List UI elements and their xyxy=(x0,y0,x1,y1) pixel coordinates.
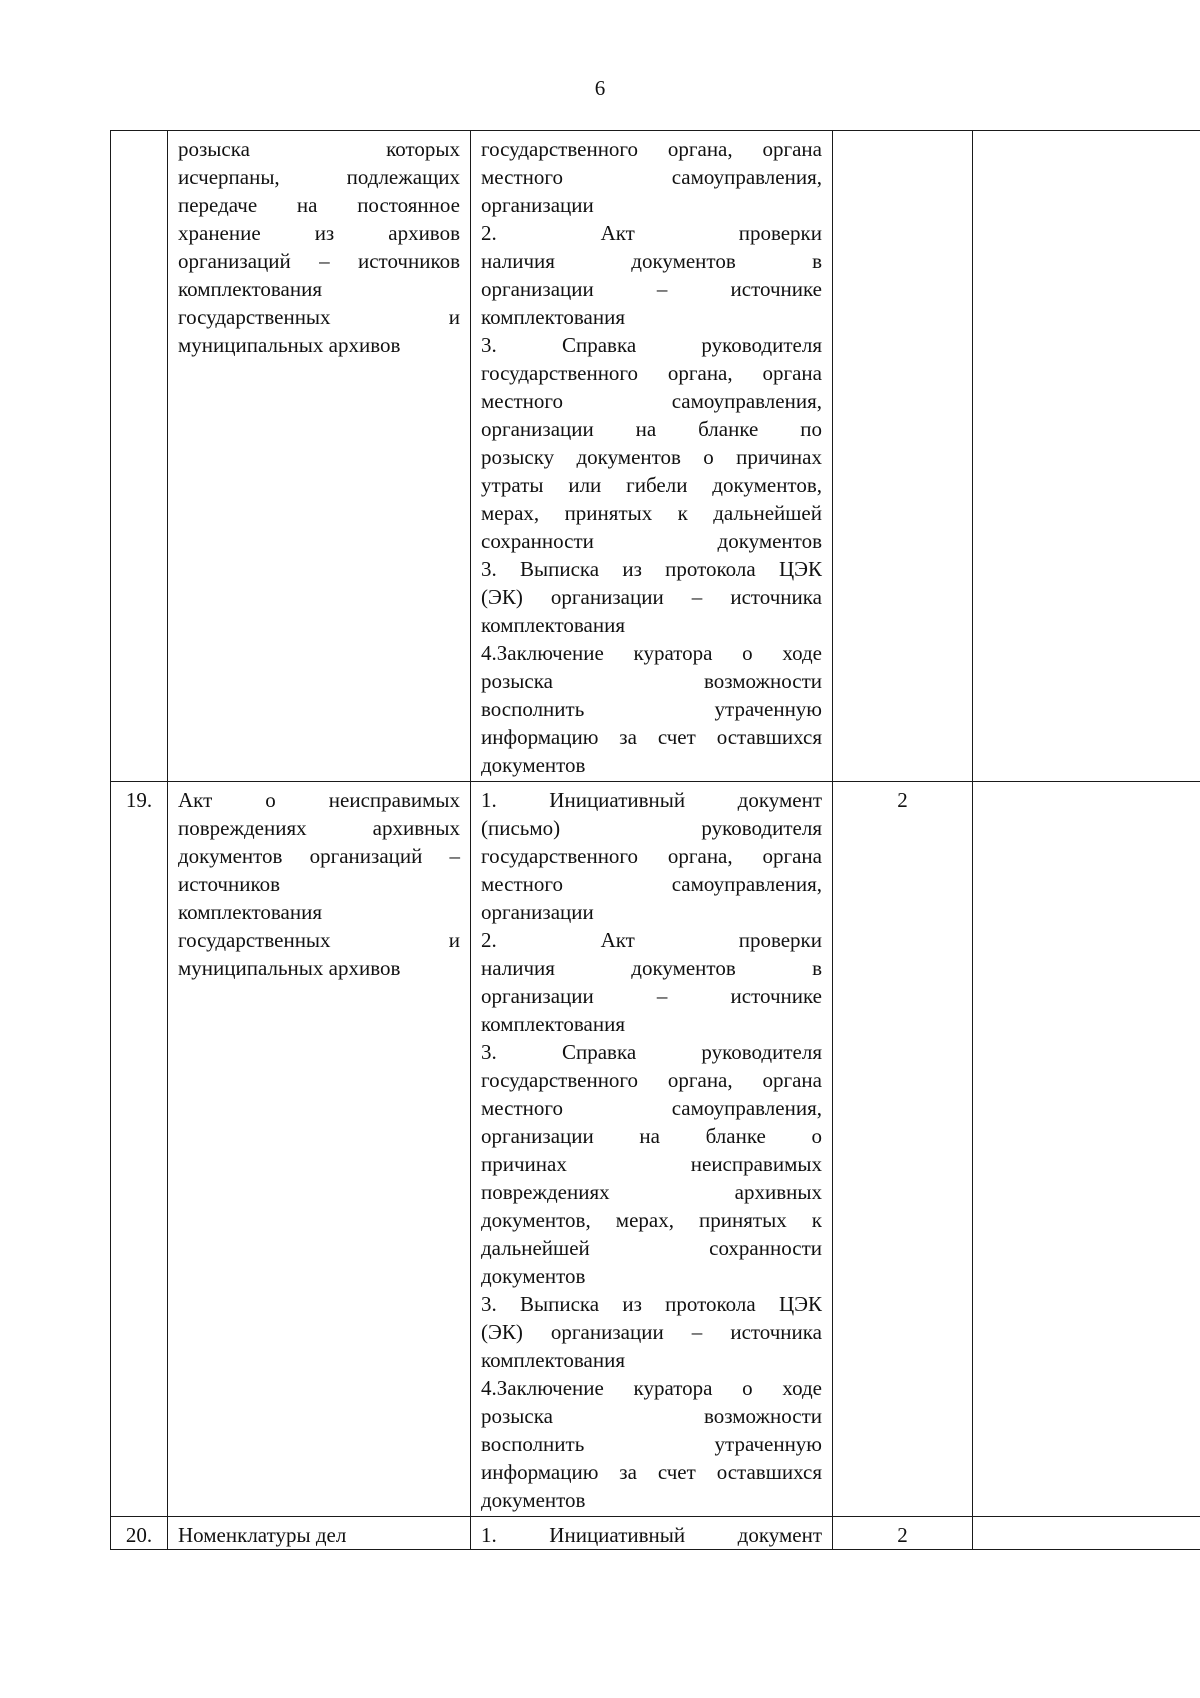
document-name-cell xyxy=(168,131,471,782)
note-cell xyxy=(973,131,1200,782)
required-documents-line: организации xyxy=(481,193,594,217)
required-documents-line: 1. Инициативный документ xyxy=(481,788,822,812)
document-name-line: муниципальных архивов xyxy=(178,956,401,980)
row-number-cell xyxy=(111,131,168,782)
document-name-line: государственных и xyxy=(178,305,460,329)
row-number-cell: 20. xyxy=(111,1517,168,1550)
copies-count-cell xyxy=(833,131,973,782)
document-name-line: хранение из архивов xyxy=(178,221,460,245)
required-documents-line: комплектования xyxy=(481,613,625,637)
required-documents-line: наличия документов в xyxy=(481,249,822,273)
required-documents-line: комплектования xyxy=(481,1348,625,1372)
required-documents-line: информацию за счет оставшихся xyxy=(481,1460,822,1484)
required-documents-line: организации xyxy=(481,900,594,924)
document-name-line: документов организаций – xyxy=(178,844,460,868)
document-name-cell xyxy=(168,782,471,1517)
table-row xyxy=(111,782,1200,1517)
required-documents-line: информацию за счет оставшихся xyxy=(481,725,822,749)
required-documents-line: восполнить утраченную xyxy=(481,697,822,721)
required-documents-line: 4.Заключение куратора о ходе xyxy=(481,1376,822,1400)
required-documents-line: государственного органа, органа xyxy=(481,844,822,868)
document-name-line: Акт о неисправимых xyxy=(178,788,460,812)
required-documents-line: розыска возможности xyxy=(481,669,822,693)
required-documents-line: (ЭК) организации – источника xyxy=(481,585,822,609)
copies-count-cell: 2 xyxy=(833,1517,973,1550)
required-documents-line: утраты или гибели документов, xyxy=(481,473,822,497)
required-documents-line: документов xyxy=(481,753,586,777)
required-documents-line: 2. Акт проверки xyxy=(481,928,822,952)
required-documents-line: (письмо) руководителя xyxy=(481,816,822,840)
required-documents-line: мерах, принятых к дальнейшей xyxy=(481,501,822,525)
document-name-line: источников xyxy=(178,872,281,896)
required-documents-line: 4.Заключение куратора о ходе xyxy=(481,641,822,665)
required-documents-line: государственного органа, органа xyxy=(481,137,822,161)
required-documents-line: документов, мерах, принятых к xyxy=(481,1208,822,1232)
document-name-line: передаче на постоянное xyxy=(178,193,460,217)
required-documents-cell xyxy=(471,782,833,1517)
required-documents-line: розыску документов о причинах xyxy=(481,445,822,469)
required-documents-line: организации – источнике xyxy=(481,277,822,301)
required-documents-line: местного самоуправления, xyxy=(481,872,822,896)
required-documents-line: организации на бланке о xyxy=(481,1124,822,1148)
required-documents-line: документов xyxy=(481,1264,586,1288)
required-documents-line: 1. Инициативный документ xyxy=(481,1523,822,1547)
document-name-line: организаций – источников xyxy=(178,249,460,273)
document-name-line: государственных и xyxy=(178,928,460,952)
page-number: 6 xyxy=(594,76,606,100)
required-documents-line: государственного органа, органа xyxy=(481,361,822,385)
required-documents-line: 3. Справка руководителя xyxy=(481,1040,822,1064)
document-name-line: повреждениях архивных xyxy=(178,816,460,840)
required-documents-line: наличия документов в xyxy=(481,956,822,980)
required-documents-line: организации – источнике xyxy=(481,984,822,1008)
required-documents-cell xyxy=(471,1517,833,1550)
required-documents-line: розыска возможности xyxy=(481,1404,822,1428)
required-documents-line: дальнейшей сохранности xyxy=(481,1236,822,1260)
document-table xyxy=(110,130,1200,1550)
table-row xyxy=(111,1517,1200,1550)
document-name-line: комплектования xyxy=(178,900,322,924)
document-name-line: комплектования xyxy=(178,277,322,301)
required-documents-line: сохранности документов xyxy=(481,529,822,553)
required-documents-line: 3. Выписка из протокола ЦЭК xyxy=(481,1292,822,1316)
document-name-line: муниципальных архивов xyxy=(178,333,401,357)
required-documents-line: местного самоуправления, xyxy=(481,165,822,189)
note-cell xyxy=(973,1517,1200,1550)
required-documents-line: документов xyxy=(481,1488,586,1512)
row-number-cell: 19. xyxy=(111,782,168,1517)
required-documents-line: местного самоуправления, xyxy=(481,1096,822,1120)
required-documents-cell xyxy=(471,131,833,782)
document-name-line: исчерпаны, подлежащих xyxy=(178,165,460,189)
document-name-line: Номенклатуры дел xyxy=(178,1523,347,1547)
required-documents-line: комплектования xyxy=(481,1012,625,1036)
document-name-line: розыска которых xyxy=(178,137,460,161)
note-cell xyxy=(973,782,1200,1517)
required-documents-line: организации на бланке по xyxy=(481,417,822,441)
required-documents-line: (ЭК) организации – источника xyxy=(481,1320,822,1344)
required-documents-line: 3. Справка руководителя xyxy=(481,333,822,357)
required-documents-line: 2. Акт проверки xyxy=(481,221,822,245)
copies-count-cell: 2 xyxy=(833,782,973,1517)
required-documents-line: 3. Выписка из протокола ЦЭК xyxy=(481,557,822,581)
required-documents-line: местного самоуправления, xyxy=(481,389,822,413)
required-documents-line: государственного органа, органа xyxy=(481,1068,822,1092)
required-documents-line: восполнить утраченную xyxy=(481,1432,822,1456)
table-row xyxy=(111,131,1200,782)
required-documents-line: комплектования xyxy=(481,305,625,329)
document-name-cell xyxy=(168,1517,471,1550)
required-documents-line: причинах неисправимых xyxy=(481,1152,822,1176)
required-documents-line: повреждениях архивных xyxy=(481,1180,822,1204)
